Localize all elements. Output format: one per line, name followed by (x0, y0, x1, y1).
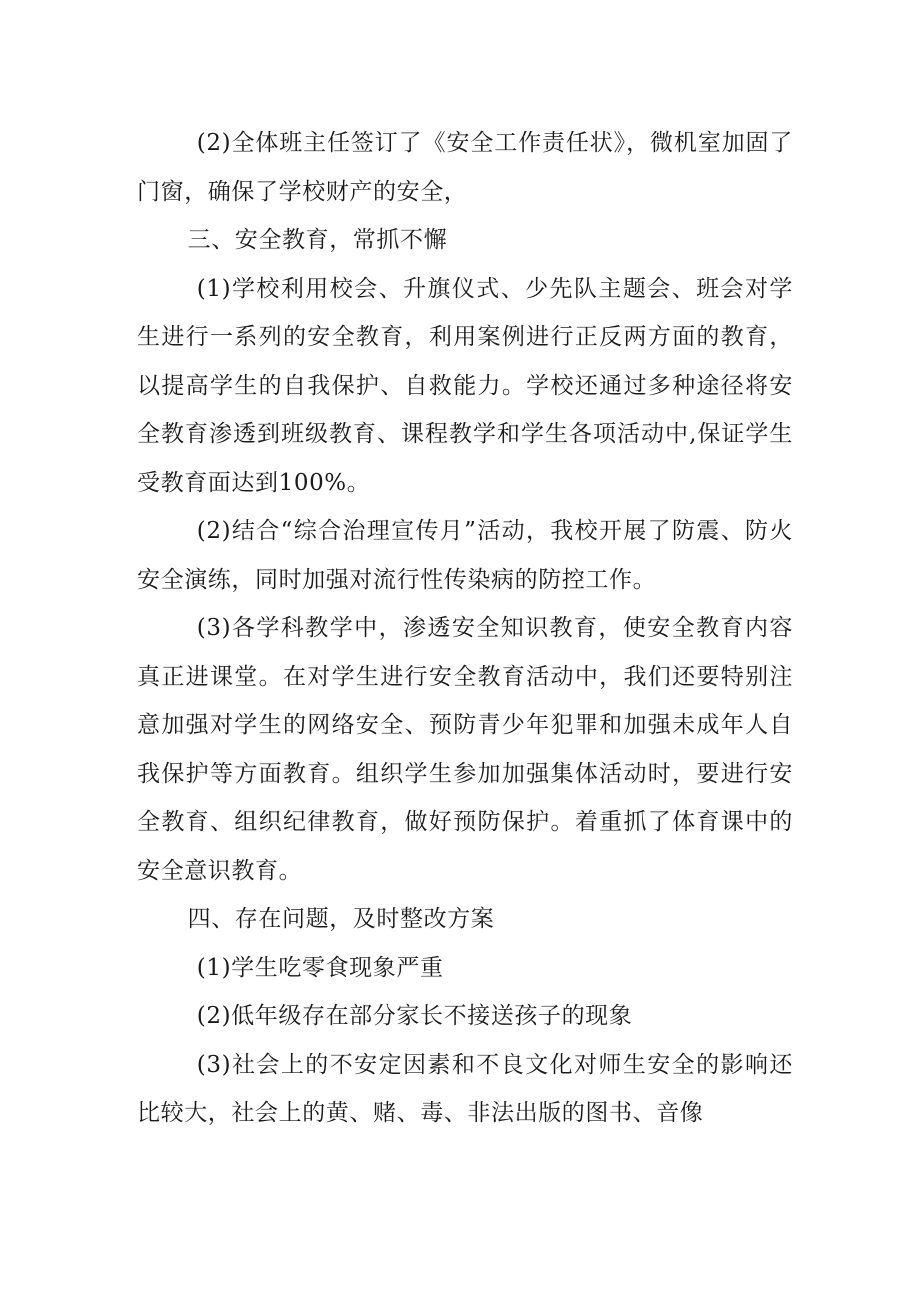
document-body (137, 119, 793, 1138)
paragraph-item-2-drills: (2)结合“综合治理宣传月”活动，我校开展了防震、防火安全演练，同时加强对流行性传染病的防控工作。 (137, 518, 793, 593)
paragraph-item-1-snacks: (1)学生吃零食现象严重 (196, 954, 444, 981)
paragraph-item-2-responsibility: (2)全体班主任签订了《安全工作责任状》，微机室加固了门窗，确保了学校财产的安全， (137, 130, 793, 205)
paragraph-item-3-society: (3)社会上的不安定因素和不良文化对师生安全的影响还比较大，社会上的黄、赌、毒、非法出版的图书、音像 (137, 1051, 793, 1126)
paragraph-item-2-pickup: (2)低年级存在部分家长不接送孩子的现象 (196, 1003, 633, 1029)
paragraph-item-1-school-education: (1)学校利用校会、升旗仪式、少先队主题会、班会对学生进行一系列的安全教育，利用案例进行正反两方面的教育，以提高学生的自我保护、自救能力。学校还通过多种途径将安全教育渗透到班级教育、课程教学和学生各项活动中,保证学生受教育面达到100%。 (137, 275, 793, 496)
section-heading-safety-education: 三、安全教育，常抓不懈 (187, 227, 448, 253)
paragraph-item-3-classroom: (3)各学科教学中，渗透安全知识教育，使安全教育内容真正进课堂。在对学生进行安全教育活动中，我们还要特别注意加强对学生的网络安全、预防青少年犯罪和加强未成年人自我保护等方面教育。组织学生参加加强集体活动时，要进行安全教育、组织纪律教育，做好预防保护。着重抓了体育课中的安全意识教育。 (137, 615, 793, 884)
section-heading-problems: 四、存在问题，及时整改方案 (187, 906, 495, 932)
